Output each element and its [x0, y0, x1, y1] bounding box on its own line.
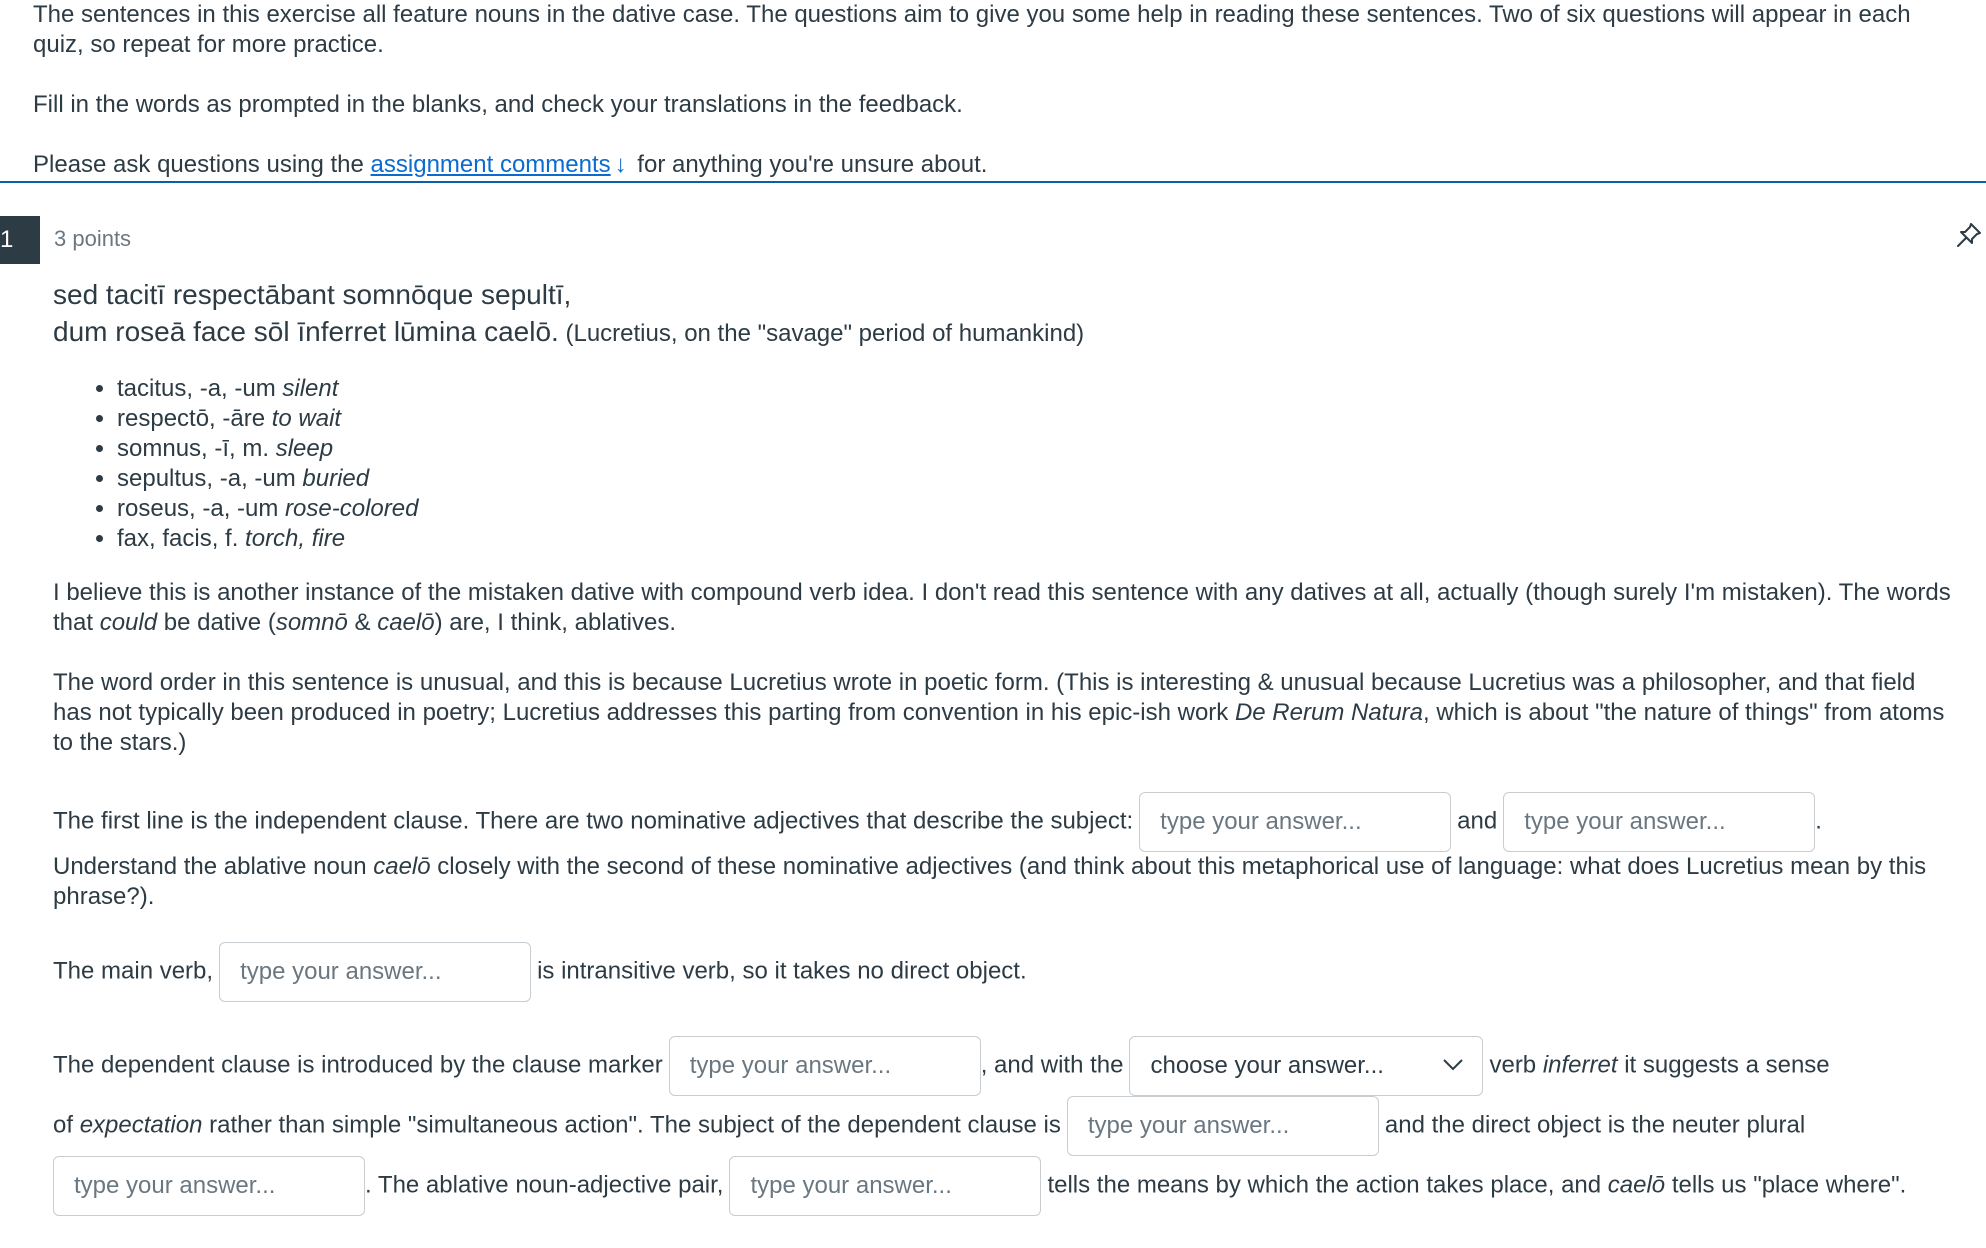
prompt-text: inferret	[1542, 1051, 1618, 1079]
fill-line-1-continued: Understand the ablative noun caelō closely with the second of these nominative adjectives (and think about this metaphorical use of language: what does Lucretius mean by this phrase?).	[53, 853, 1927, 910]
vocab-item: • sepultus, -a, -um buried	[117, 464, 1958, 494]
prompt-text: and	[1457, 807, 1498, 835]
intro-paragraph-3	[33, 150, 1958, 180]
question-body	[53, 276, 1958, 758]
intro-text: Please ask questions using the	[33, 151, 371, 178]
fill-line-2	[53, 942, 1027, 1002]
answer-input-ablative-pair[interactable]	[729, 1156, 1041, 1216]
answer-input-adjective-1[interactable]	[1139, 792, 1451, 852]
latin-line-1: sed tacitī respectābant somnōque sepultī,	[53, 279, 572, 310]
question-points: 3 points	[54, 226, 132, 251]
answer-input-adjective-2[interactable]	[1503, 792, 1815, 852]
prompt-text: verb	[1489, 1051, 1543, 1079]
intro-paragraph-2: Fill in the words as prompted in the blanks, and check your translations in the feedback.	[33, 91, 963, 118]
fill-line-4	[53, 1096, 1805, 1156]
question-number: 1	[0, 216, 40, 264]
prompt-text: and the direct object is the neuter plural	[1384, 1111, 1806, 1139]
fill-line-5	[53, 1156, 1906, 1216]
prompt-text: is intransitive verb, so it takes no direct object.	[537, 957, 1027, 985]
vocabulary-list	[53, 374, 1958, 554]
prompt-text: The first line is the independent clause. There are two nominative adjectives that describe the subject:	[53, 807, 1134, 835]
select-value: choose your answer...	[1150, 1052, 1384, 1079]
attribution: (Lucretius, on the "savage" period of humankind)	[558, 320, 1085, 347]
prompt-text: it suggests a sense	[1617, 1051, 1830, 1079]
intro-paragraph-1: The sentences in this exercise all feature nouns in the dative case. The questions aim to give you some help in reading these sentences. Two of six questions will appear in each quiz, so repeat for more practice.	[33, 1, 1911, 58]
vocab-item: • roseus, -a, -um rose-colored	[117, 494, 1958, 524]
answer-input-clause-marker[interactable]	[669, 1036, 981, 1096]
intro-text: for anything you're unsure about.	[630, 151, 988, 178]
prompt-text: rather than simple "simultaneous action". The subject of the dependent clause is	[202, 1111, 1061, 1139]
assignment-comments-link[interactable]: assignment comments	[370, 151, 611, 178]
commentary-paragraph-2: The word order in this sentence is unusual, and this is because Lucretius wrote in poetic form. (This is interesting & unusual because Lucretius was a philosopher, and that field has not typically been produced in poetry; Lucretius addresses this parting from convention in his epic-ish work De Rerum Natura, which is about "the nature of things" from atoms to the stars.)	[53, 669, 1945, 756]
prompt-text: The main verb,	[53, 957, 214, 985]
commentary-paragraph-1: I believe this is another instance of the mistaken dative with compound verb idea. I don't read this sentence with any datives at all, actually (though surely I'm mistaken). The words that could be dative (somnō & caelō) are, I think, ablatives.	[53, 579, 1951, 636]
prompt-text: tells the means by which the action takes place, and	[1047, 1171, 1608, 1199]
prompt-text: of	[53, 1111, 80, 1139]
vocab-item: • fax, facis, f. torch, fire	[117, 524, 1958, 554]
answer-input-direct-object[interactable]	[53, 1156, 365, 1216]
prompt-text: expectation	[79, 1111, 203, 1139]
answer-input-main-verb[interactable]	[219, 942, 531, 1002]
instructions	[33, 0, 1958, 210]
vocab-item: • somnus, -ī, m. sleep	[117, 434, 1958, 464]
answer-input-subject[interactable]	[1067, 1096, 1379, 1156]
chevron-down-icon	[1442, 1057, 1464, 1073]
vocab-item: • tacitus, -a, -um silent	[117, 374, 1958, 404]
verb-mood-select[interactable]	[1129, 1036, 1483, 1096]
pin-icon[interactable]	[1954, 220, 1984, 250]
prompt-text: tells us "place where".	[1665, 1171, 1907, 1199]
prompt-text: .	[1815, 807, 1822, 835]
prompt-text: , and with the	[980, 1051, 1124, 1079]
vocab-item: • respectō, -āre to wait	[117, 404, 1958, 434]
latin-passage	[53, 276, 1958, 352]
section-divider	[0, 181, 1986, 183]
prompt-text: . The ablative noun-adjective pair,	[365, 1171, 724, 1199]
prompt-text: caelō	[1607, 1171, 1666, 1199]
prompt-text: The dependent clause is introduced by the clause marker	[53, 1051, 663, 1079]
fill-line-1	[53, 792, 1822, 852]
arrow-down-icon: ↓	[614, 151, 627, 178]
fill-line-3	[53, 1036, 1830, 1096]
latin-line-2: dum roseā face sōl īnferret lūmina caelō.	[53, 316, 559, 347]
